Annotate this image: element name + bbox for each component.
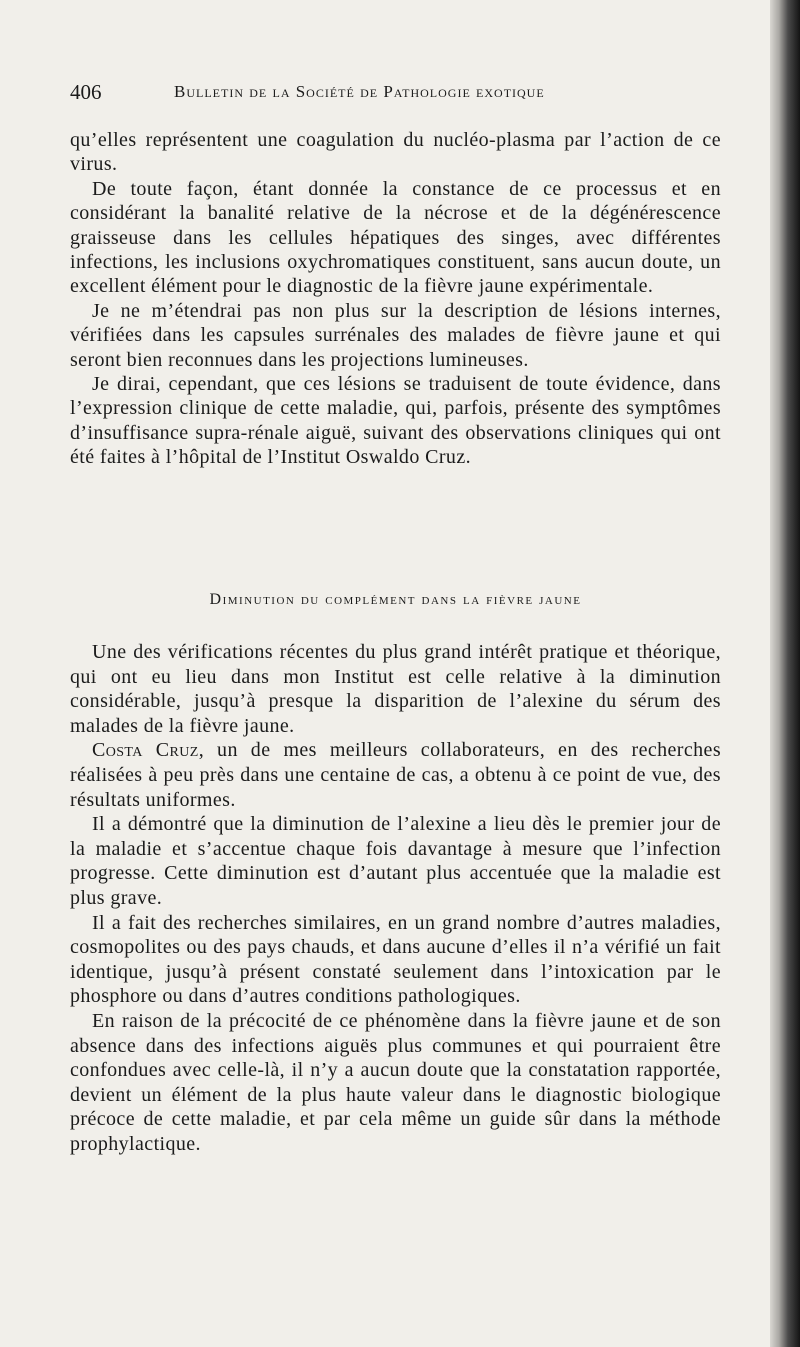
paragraph: Il a fait des recherches similaires, en un grand nombre d’autres maladies, cosmopolites ou des pays chauds, et dans aucune d’elles il n’a vérifié un fait identique, jusqu’à présent constaté seulement dans l’intoxication par le phosphore ou dans d’autres conditions pathologiques. — [70, 911, 721, 1008]
author-name: Costa Cruz — [92, 739, 199, 762]
paragraph: En raison de la précocité de ce phénomène dans la fièvre jaune et de son absence dans des infections aiguës plus communes et qui pourraient être confondues avec celle-là, il n’y a aucun doute que la constatation rapportée, devient un élément de la plus haute valeur dans le diagnostic biologique précoce de cette maladie, et par cela même un guide sûr dans la méthode prophylactique. — [70, 1009, 721, 1155]
paragraph-continued: qu’elles représentent une coagulation du nucléo-plasma par l’action de ce virus. — [70, 129, 721, 176]
running-head: Bulletin de la Société de Pathologie exotique — [174, 82, 545, 101]
paragraph: Je dirai, cependant, que ces lésions se traduisent de toute évidence, dans l’expression clinique de cette maladie, qui, parfois, présente des symptômes d’insuffisance supra-rénale aiguë, suivant des observations cliniques qui ont été faites à l’hôpital de l’Institut Oswaldo Cruz. — [70, 373, 721, 469]
section-title: Diminution du complément dans la fièvre jaune — [209, 591, 582, 608]
paragraph: Je ne m’étendrai pas non plus sur la description de lésions internes, vérifiées dans les capsules surrénales des malades de fièvre jaune et qui seront bien reconnues dans les projections lumineuses. — [70, 299, 721, 371]
paragraph: Une des vérifications récentes du plus grand intérêt pratique et théorique, qui ont eu lieu dans mon Institut est celle relative à la diminution considérable, jusqu’à presque la disparition de l’alexine du sérum des malades de la fièvre jaune. — [70, 641, 721, 737]
section-text — [70, 640, 721, 1156]
paragraph — [70, 738, 721, 812]
body-text — [70, 128, 721, 470]
paragraph-text: , un de mes meilleurs collaborateurs, en des recherches réalisées à peu près dans une centaine de cas, a obtenu à ce point de vue, des résultats uniformes. — [70, 739, 721, 811]
paragraph: Il a démontré que la diminution de l’alexine a lieu dès le premier jour de la maladie et s’accentue chaque fois davantage à mesure que l’infection progresse. Cette diminution est d’autant plus accentuée que la maladie est plus grave. — [70, 813, 721, 909]
page-number: 406 — [70, 80, 102, 104]
page-header — [70, 80, 730, 110]
paragraph: De toute façon, étant donnée la constance de ce processus et en considérant la banalité relative de la nécrose et de la dégénérescence graisseuse dans les cellules hépatiques des singes, avec différentes infections, les inclusions oxychromatiques constituent, sans aucun doute, un excellent élément pour le diagnostic de la fièvre jaune expérimentale. — [70, 177, 721, 298]
book-spine-edge — [770, 0, 800, 1347]
